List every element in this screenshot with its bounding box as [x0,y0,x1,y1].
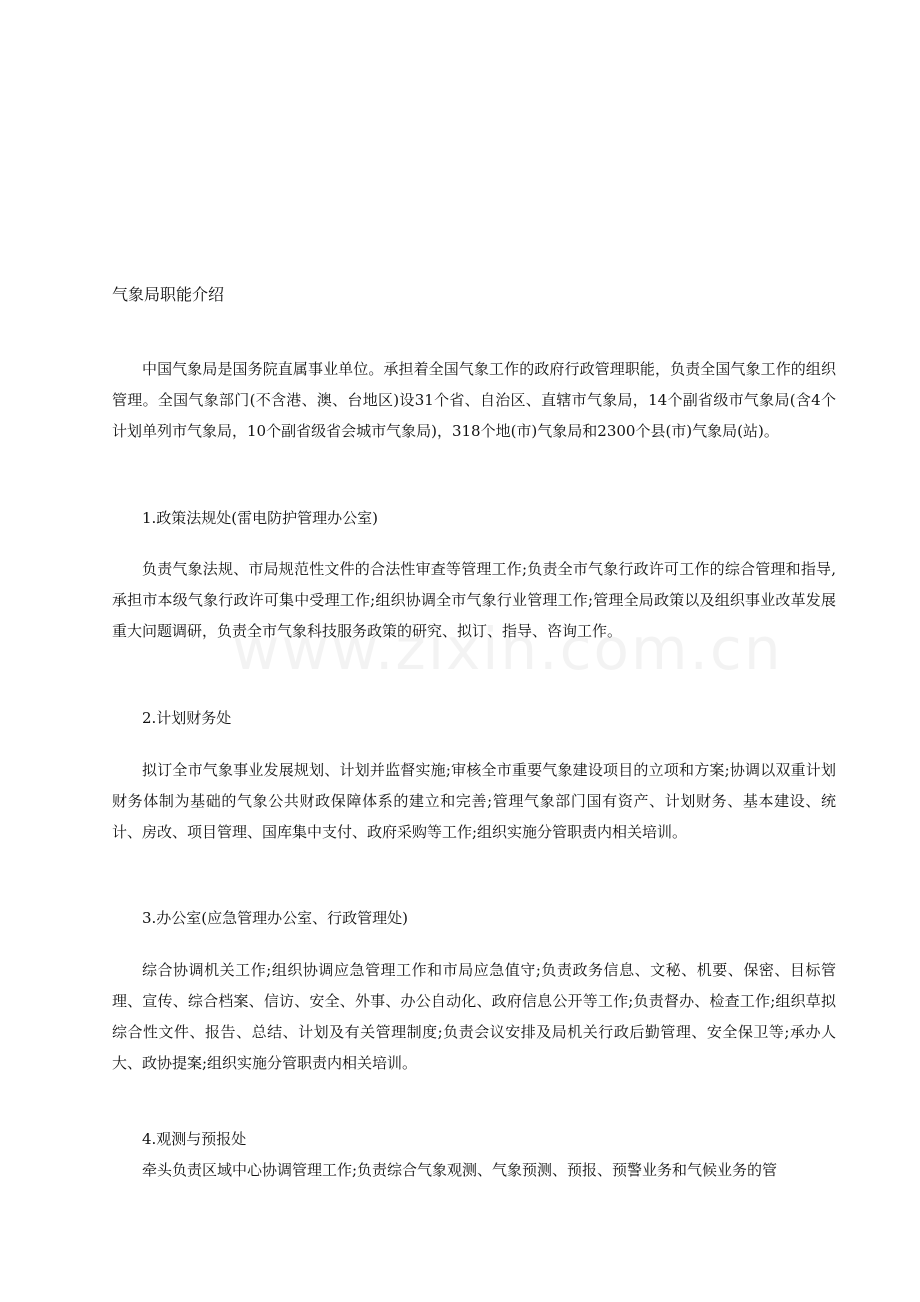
section-text-office: 综合协调机关工作;组织协调应急管理工作和市局应急值守;负责政务信息、文秘、机要、保密、目标管理、宣传、综合档案、信访、安全、外事、办公自动化、政府信息公开等工作;负责督办、检查工作;组织草拟综合性文件、报告、总结、计划及有关管理制度;负责会议安排及局机关行政后勤管理、安全保卫等;承办人大、政协提案;组织实施分管职责内相关培训。 [112,961,836,1072]
section-text-observation: 牵头负责区域中心协调管理工作;负责综合气象观测、气象预测、预报、预警业务和气候业务的管 [142,1161,778,1179]
section-heading-observation: 4.观测与预报处 [142,1130,247,1148]
section-text-policy: 负责气象法规、市局规范性文件的合法性审查等管理工作;负责全市气象行政许可工作的综合管理和指导,承担市本级气象行政许可集中受理工作;组织协调全市气象行业管理工作;管理全局政策以及组织事业改革发展重大问题调研，负责全市气象科技服务政策的研究、拟订、指导、咨询工作。 [112,560,836,640]
section-text-finance: 拟订全市气象事业发展规划、计划并监督实施;审核全市重要气象建设项目的立项和方案;协调以双重计划财务体制为基础的气象公共财政保障体系的建立和完善;管理气象部门国有资产、计划财务、基本建设、统计、房改、项目管理、国库集中支付、政府采购等工作;组织实施分管职责内相关培训。 [112,761,836,841]
section-heading-finance: 2.计划财务处 [142,709,232,727]
section-heading-policy: 1.政策法规处(雷电防护管理办公室) [142,509,379,527]
intro-paragraph: 中国气象局是国务院直属事业单位。承担着全国气象工作的政府行政管理职能，负责全国气象工作的组织管理。全国气象部门(不含港、澳、台地区)设31个省、自治区、直辖市气象局，14个副省级市气象局(含4个计划单列市气象局，10个副省级省会城市气象局)，318个地(市)气象局和2300个县(市)气象局(站)。 [112,360,836,440]
document-title: 气象局职能介绍 [112,285,225,304]
section-heading-office: 3.办公室(应急管理办公室、行政管理处) [142,909,409,927]
